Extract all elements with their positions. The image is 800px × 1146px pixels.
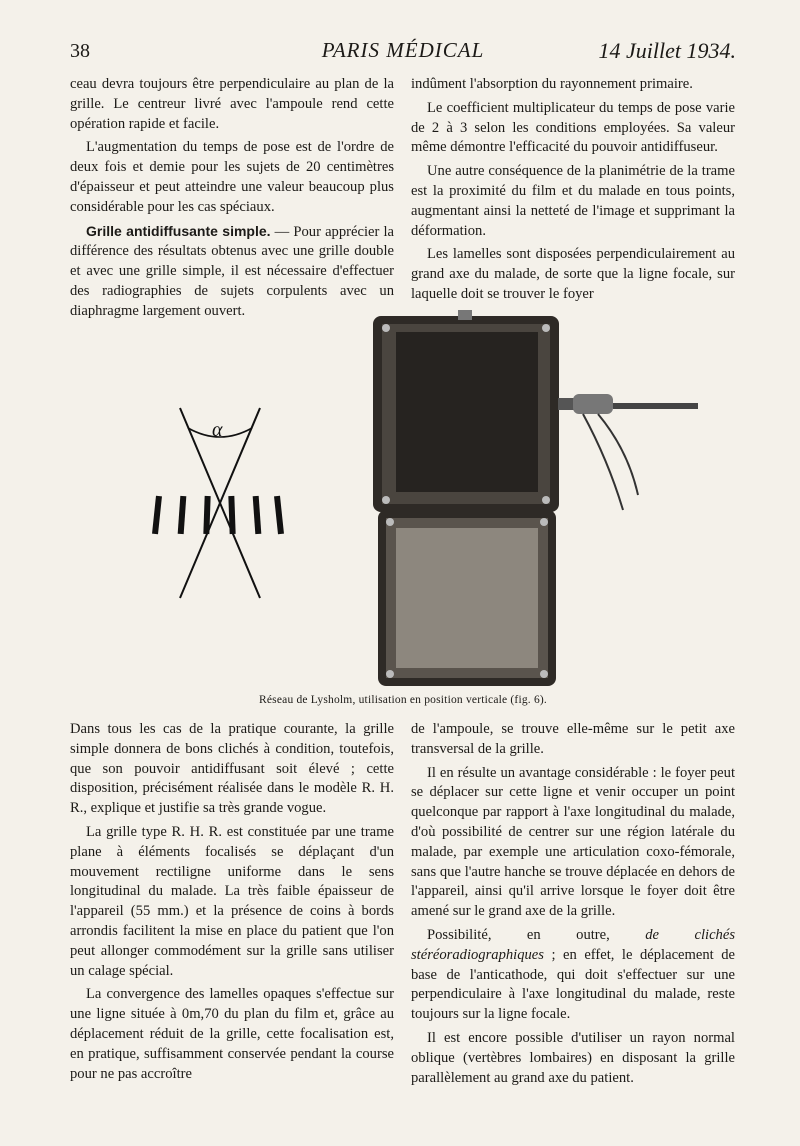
column-right-bottom [411, 720, 735, 1092]
paragraph: Il en résulte un avantage considérable : le foyer peut se déplacer sur cette ligne et venir occuper un point quelconque par rapport à l'axe longitudinal du malade, d'où possibilité de centrer sur une région latérale du malade, par exemple une articulation coxo-fémorale, sans que l'autre hanche se trouve déplacée en dehors de l'appareil, ainsi qu'il arrive lorsque le foyer doit être amené sur le grand axe de la grille. [411, 764, 735, 920]
paragraph-text: Possibilité, en outre, [427, 926, 646, 943]
paragraph [70, 222, 394, 322]
paragraph: La grille type R. H. R. est constituée par une trame plane à éléments focalisés se déplaçant d'un mouvement rectiligne uniforme dans le sens longitudinal du malade. La très faible épaisseur de l'appareil (55 mm.) et la présence de coins à bords arrondis facilitent la mise en place du patient que l'on peut allonger commodément sur la grille sans utiliser un calage spécial. [70, 823, 394, 979]
emphasis-text: de clichés stéréoradiographiques [411, 926, 735, 963]
paragraph: de l'ampoule, se trouve elle-même sur le petit axe transversal de la grille. [411, 721, 735, 757]
lamella [274, 496, 284, 534]
paragraph: Les lamelles sont disposées perpendiculairement au grand axe du malade, de sorte que la ligne focale, sur laquelle doit se trouver le foyer [411, 246, 735, 302]
paragraph: La convergence des lamelles opaques s'effectue sur une ligne située à 0m,70 du plan du film et, grâce au déplacement réduit de la grille, cette focalisation est, en pratique, suffisamment conservée pendant la course pour ne pas accroître [70, 986, 394, 1082]
column-left-bottom [70, 720, 394, 1088]
paragraph: Une autre conséquence de la planimétrie de la trame est la proximité du film et du malade en tous points, augmentant ainsi la netteté de l'image et supprimant la déformation. [411, 163, 735, 239]
issue-date: 14 Juillet 1934. [598, 38, 736, 63]
paragraph: indûment l'absorption du rayonnement primaire. [411, 76, 693, 92]
journal-title: PARIS MÉDICAL [321, 38, 485, 62]
paragraph: Dans tous les cas de la pratique courante, la grille simple donnera de bons clichés à condition, toutefois, que son pouvoir antidiffusant soit élevé ; cette disposition, précisément réalisée dans le modèle R. H. R., explique et justifie sa très grande vogue. [70, 721, 394, 817]
angle-alpha-label: α [212, 419, 223, 441]
lamella [228, 496, 235, 534]
paragraph: ceau devra toujours être perpendiculaire au plan de la grille. Le centreur livré avec l'ampoule rend cette opération rapide et facile. [70, 76, 394, 132]
focal-grid-diagram [140, 398, 290, 608]
lysholm-grid-photo [368, 310, 698, 690]
column-right-top [411, 75, 735, 309]
lamella [178, 496, 187, 534]
paragraph: Le coefficient multiplicateur du temps de pose varie de 2 à 3 selon les conditions employées. Sa valeur même démontre l'efficacité du pouvoir antidiffuseur. [411, 99, 735, 156]
column-left-top [70, 75, 394, 326]
paragraph: L'augmentation du temps de pose est de l'ordre de deux fois et demie pour les sujets de 20 centimètres d'épaisseur et peut atteindre une valeur beaucoup plus considérable pour les cas spéciaux. [70, 139, 394, 215]
lamella [253, 496, 262, 534]
section-heading: Grille antidiffusante simple. [86, 222, 271, 239]
paragraph-text: — Pour apprécier la différence des résultats obtenus avec une grille double et avec une grille simple, il est nécessaire d'effectuer des radiographies de sujets corpulents avec un diaphragme largement ouvert. [70, 223, 394, 319]
lamella [152, 496, 162, 534]
paragraph: Il est encore possible d'utiliser un rayon normal oblique (vertèbres lombaires) en disposant la grille parallèlement au grand axe du patient. [411, 1029, 735, 1086]
figure-caption: Réseau de Lysholm, utilisation en position verticale (fig. 6). [258, 694, 548, 706]
page-header [70, 38, 736, 70]
paragraph-text: ; en effet, le déplacement de base de l'anticathode, qui doit s'effectuer sur une perpendiculaire à l'axe longitudinal du malade, reste toujours sur la ligne focale. [411, 946, 735, 1023]
paragraph [411, 926, 735, 1025]
page-number: 38 [70, 40, 90, 62]
